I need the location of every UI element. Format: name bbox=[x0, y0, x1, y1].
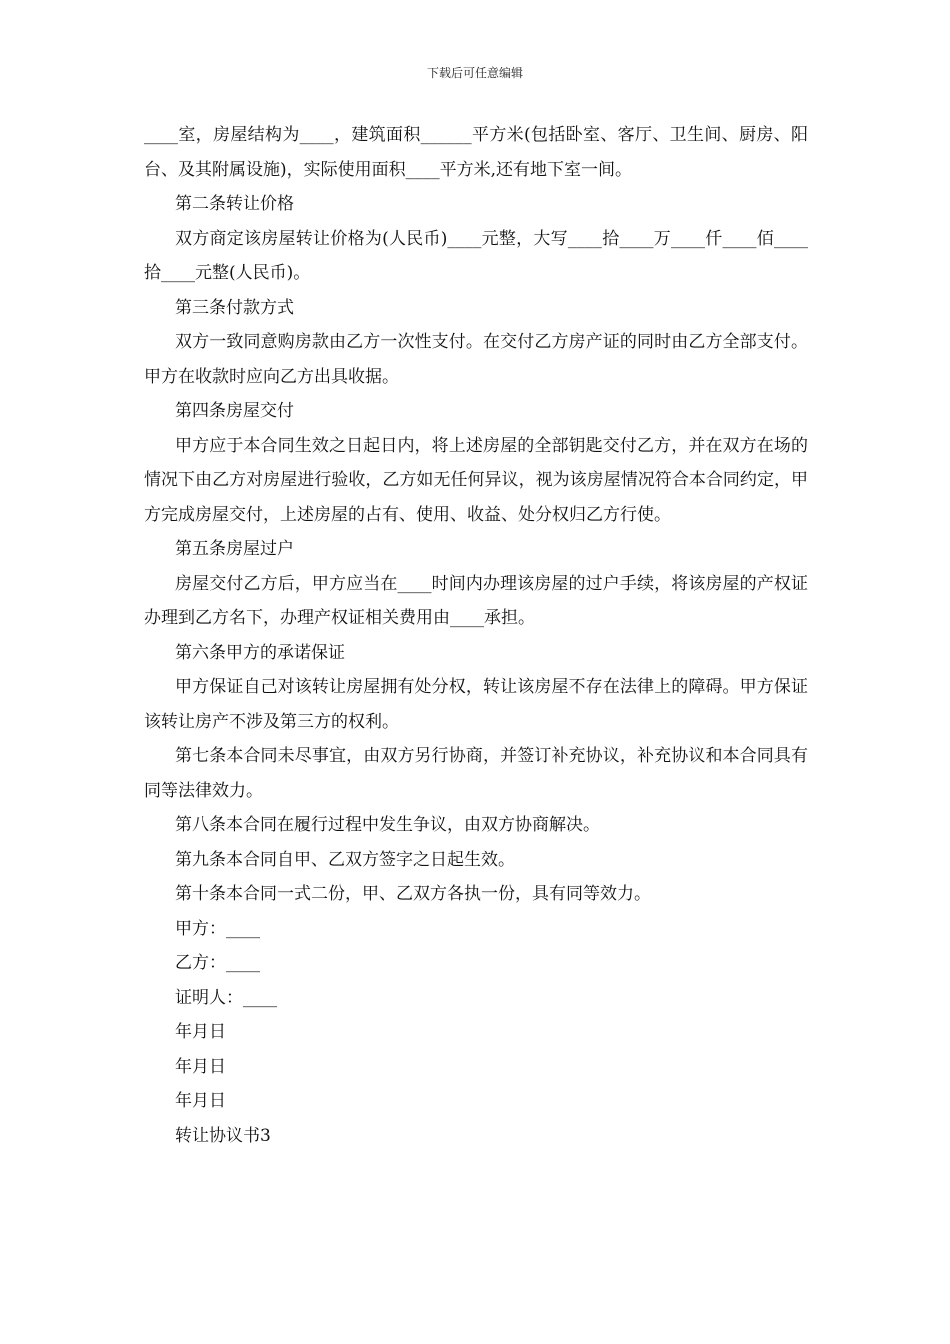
signature-witness: 证明人：____ bbox=[175, 987, 277, 1008]
article-5-heading: 第五条房屋过户 bbox=[175, 539, 294, 559]
date-line-3: 年月日 bbox=[175, 1091, 226, 1111]
document-body bbox=[144, 118, 808, 1153]
article-8: 第八条本合同在履行过程中发生争议，由双方协商解决。 bbox=[175, 815, 600, 835]
article-9: 第九条本合同自甲、乙双方签字之日起生效。 bbox=[175, 849, 515, 870]
next-document-title: 转让协议书3 bbox=[175, 1125, 271, 1146]
article-3-body: 双方一致同意购房款由乙方一次性支付。在交付乙方房产证的同时由乙方全部支付。甲方在收款时应向乙方出具收据。 bbox=[144, 332, 808, 387]
article-4-body: 甲方应于本合同生效之日起日内，将上述房屋的全部钥匙交付乙方，并在双方在场的情况下由乙方对房屋进行验收，乙方如无任何异议，视为该房屋情况符合本合同约定，甲方完成房屋交付，上述房屋的占有、使用、收益、处分权归乙方行使。 bbox=[144, 435, 808, 525]
article-4-heading: 第四条房屋交付 bbox=[175, 401, 294, 421]
clause-room-structure: ____室，房屋结构为____，建筑面积______平方米(包括卧室、客厅、卫生间、厨房、阳台、及其附属设施)，实际使用面积____平方米,还有地下室一间。 bbox=[144, 125, 808, 180]
article-6-heading: 第六条甲方的承诺保证 bbox=[175, 642, 345, 663]
article-2-heading: 第二条转让价格 bbox=[175, 194, 294, 214]
article-2-body: 双方商定该房屋转让价格为(人民币)____元整，大写____拾____万____仟____佰____拾____元整(人民币)。 bbox=[144, 228, 808, 283]
article-5-body: 房屋交付乙方后，甲方应当在____时间内办理该房屋的过户手续，将该房屋的产权证办理到乙方名下，办理产权证相关费用由____承担。 bbox=[144, 573, 808, 628]
article-6-body: 甲方保证自己对该转让房屋拥有处分权，转让该房屋不存在法律上的障碍。甲方保证该转让房产不涉及第三方的权利。 bbox=[144, 677, 808, 732]
date-line-1: 年月日 bbox=[175, 1022, 226, 1042]
article-7: 第七条本合同未尽事宜，由双方另行协商，并签订补充协议，补充协议和本合同具有同等法律效力。 bbox=[144, 746, 808, 801]
signature-party-b: 乙方：____ bbox=[175, 953, 260, 973]
signature-party-a: 甲方：____ bbox=[175, 918, 260, 939]
date-line-2: 年月日 bbox=[175, 1056, 226, 1077]
page-header: 下载后可任意编辑 bbox=[426, 66, 523, 80]
article-3-heading: 第三条付款方式 bbox=[175, 297, 294, 318]
article-10: 第十条本合同一式二份，甲、乙双方各执一份，具有同等效力。 bbox=[175, 884, 651, 904]
